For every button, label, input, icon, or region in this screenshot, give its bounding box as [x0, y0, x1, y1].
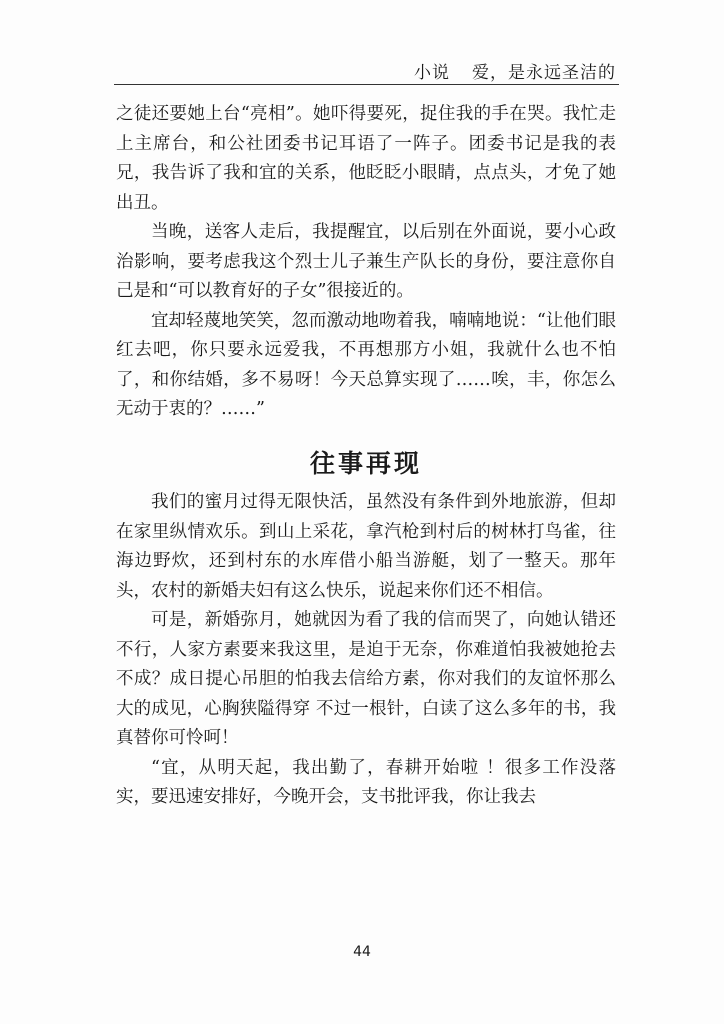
paragraph: 之徒还要她上台“亮相”。她吓得要死，捉住我的手在哭。我忙走上主席台，和公社团委书记耳语了一阵子。团委书记是我的表兄，我告诉了我和宜的关系，他眨眨小眼睛，点点头，才免了她出丑。: [116, 104, 616, 213]
header-chapter-title: 爱，是永远圣洁的: [472, 63, 616, 83]
paragraph: “宜，从明天起，我出勤了，春耕开始啦 ！很多工作没落实，要迅速安排好，今晚开会，支书批评我，你让我去: [116, 757, 616, 807]
header-rule: [114, 84, 619, 85]
page-number: 44: [353, 944, 371, 960]
paragraph: 宜却轻蔑地笑笑，忽而激动地吻着我，喃喃地说：“让他们眼红去吧，你只要永远爱我，不再想那方小姐，我就什么也不怕了，和你结婚，多不易呀！今天总算实现了……唉，丰，你怎么无动于衷的？……”: [116, 310, 616, 419]
section-title: 往事再现: [309, 448, 422, 478]
body-text: [116, 100, 616, 813]
paragraph: 我们的蜜月过得无限快活，虽然没有条件到外地旅游，但却在家里纵情欢乐。到山上采花，拿汽枪到村后的树林打鸟雀，往海边野炊，还到村东的水库借小船当游艇，划了一整天。那年头，农村的新婚夫妇有这么快乐，说起来你们还不相信。: [116, 492, 616, 601]
header-section-label: 小说: [414, 63, 450, 83]
paragraph: 可是，新婚弥月，她就因为看了我的信而哭了，向她认错还不行，人家方素要来我这里，是迫于无奈，你难道怕我被她抢去不成？成日提心吊胆的怕我去信给方素，你对我们的友谊怀那么大的成见，心胸狭隘得穿 不过一根针，白读了这么多年的书，我真替你可怜呵！: [116, 610, 616, 748]
paragraph: 当晚，送客人走后，我提醒宜，以后别在外面说，要小心政治影响，要考虑我这个烈士儿子兼生产队长的身份，要注意你自己是和“可以教育好的子女”很接近的。: [116, 222, 616, 301]
running-header: [414, 58, 616, 83]
